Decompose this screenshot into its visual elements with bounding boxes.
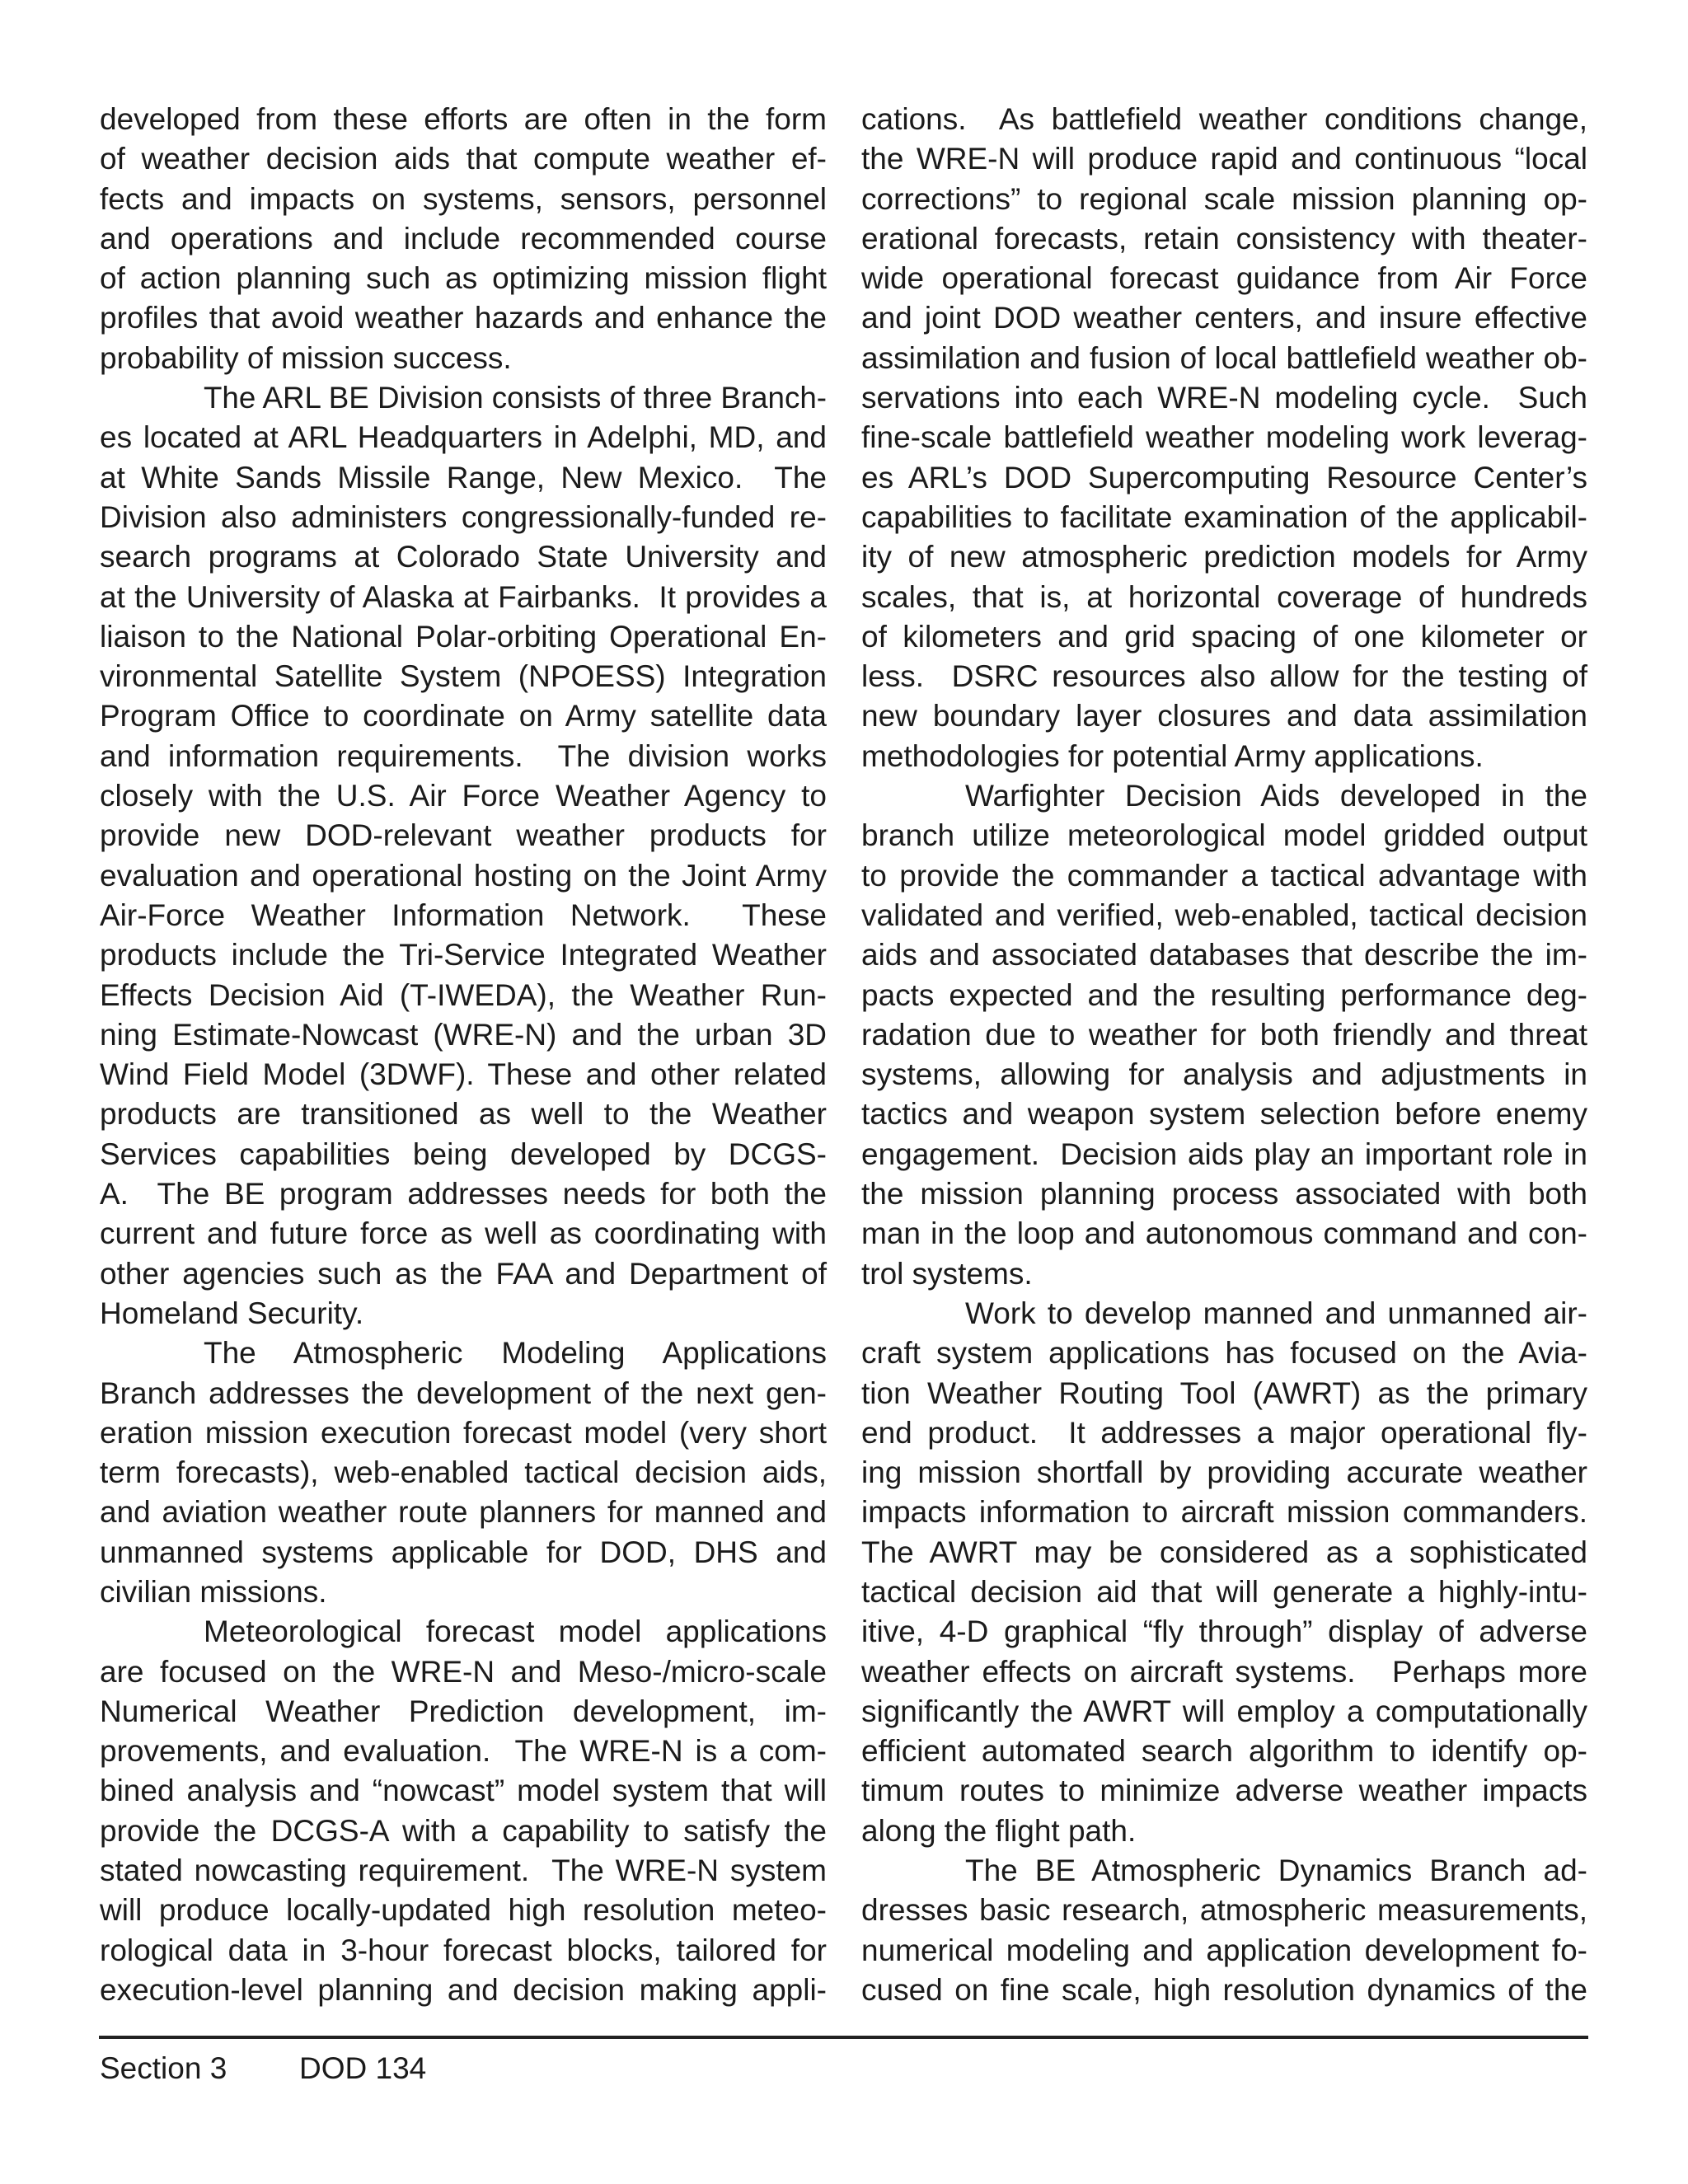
line-text: other agencies such as the FAA and Department of bbox=[100, 1256, 827, 1291]
line-text: methodologies for potential Army applications. bbox=[861, 738, 1484, 773]
text-line bbox=[861, 1174, 1587, 1214]
footer-page-number: DOD 134 bbox=[299, 2051, 427, 2085]
text-line bbox=[100, 1294, 827, 1333]
text-line bbox=[100, 1692, 827, 1732]
text-line bbox=[861, 1692, 1587, 1732]
text-line bbox=[100, 1771, 827, 1811]
paragraph-first-line bbox=[100, 1333, 827, 1373]
text-line bbox=[861, 259, 1587, 298]
line-text: provements, and evaluation. The WRE-N is a com- bbox=[100, 1734, 827, 1769]
line-text: fine-scale battlefield weather modeling work leverag- bbox=[861, 420, 1587, 455]
line-text: Branch addresses the development of the next gen- bbox=[100, 1376, 827, 1410]
text-line bbox=[861, 856, 1587, 896]
line-text: evaluation and operational hosting on the Joint Army bbox=[100, 858, 827, 893]
line-text: assimilation and fusion of local battlefield weather ob- bbox=[861, 340, 1587, 375]
text-line bbox=[861, 1015, 1587, 1055]
text-line bbox=[861, 298, 1587, 338]
line-text: eration mission execution forecast model (very short bbox=[100, 1415, 827, 1450]
line-text: craft system applications has focused on the Avia- bbox=[861, 1336, 1587, 1371]
line-text: along the flight path. bbox=[861, 1813, 1137, 1848]
text-line bbox=[861, 1811, 1587, 1851]
line-text: trol systems. bbox=[861, 1256, 1033, 1291]
line-text: and operations and include recommended course bbox=[100, 221, 827, 255]
line-text: Work to develop manned and unmanned air- bbox=[965, 1296, 1587, 1330]
text-line bbox=[100, 458, 827, 498]
text-line bbox=[861, 1732, 1587, 1771]
line-text: at the University of Alaska at Fairbanks. It provides a bbox=[100, 579, 827, 614]
line-text: products are transitioned as well to the Weather bbox=[100, 1097, 827, 1132]
line-text: the WRE-N will produce rapid and continuous “local bbox=[861, 142, 1587, 176]
text-line bbox=[861, 100, 1587, 139]
line-text: and aviation weather route planners for manned and bbox=[100, 1495, 827, 1530]
line-text: the mission planning process associated with both bbox=[861, 1177, 1587, 1212]
text-line bbox=[861, 139, 1587, 179]
line-text: will produce locally-updated high resolution meteo- bbox=[100, 1893, 827, 1928]
text-line bbox=[100, 1135, 827, 1174]
text-line bbox=[861, 1652, 1587, 1692]
right-text-column bbox=[861, 100, 1587, 2010]
text-line bbox=[861, 737, 1587, 776]
line-text: Services capabilities being developed by DCGS- bbox=[100, 1137, 827, 1171]
line-text: significantly the AWRT will employ a computationally bbox=[861, 1694, 1587, 1728]
line-text: current and future force as well as coordinating with bbox=[100, 1216, 827, 1251]
paragraph-first-line bbox=[100, 1612, 827, 1652]
text-line bbox=[100, 617, 827, 657]
paragraph-first-line bbox=[861, 776, 1587, 816]
line-text: to provide the commander a tactical advantage with bbox=[861, 858, 1587, 893]
text-line bbox=[100, 259, 827, 298]
line-text: The ARL BE Division consists of three Branch- bbox=[204, 381, 827, 415]
text-line bbox=[100, 578, 827, 617]
line-text: The AWRT may be considered as a sophisticated bbox=[861, 1535, 1587, 1569]
text-line bbox=[100, 976, 827, 1015]
text-line bbox=[100, 219, 827, 259]
line-text: Meteorological forecast model applications bbox=[204, 1615, 827, 1649]
line-text: weather effects on aircraft systems. Perhaps more bbox=[861, 1654, 1587, 1689]
line-text: branch utilize meteorological model gridded output bbox=[861, 818, 1587, 853]
line-text: new boundary layer closures and data assimilation bbox=[861, 699, 1587, 733]
line-text: cused on fine scale, high resolution dynamics of the bbox=[861, 1972, 1587, 2007]
text-line bbox=[861, 1891, 1587, 1930]
text-line bbox=[861, 1135, 1587, 1174]
text-line bbox=[100, 896, 827, 935]
text-line bbox=[861, 378, 1587, 418]
line-text: servations into each WRE-N modeling cycle. Such bbox=[861, 381, 1587, 415]
text-line bbox=[861, 537, 1587, 577]
text-line bbox=[100, 298, 827, 338]
text-line bbox=[861, 1413, 1587, 1453]
text-line bbox=[100, 1652, 827, 1692]
text-line bbox=[100, 498, 827, 537]
line-text: provide the DCGS-A with a capability to satisfy the bbox=[100, 1813, 827, 1848]
left-text-column bbox=[100, 100, 827, 2010]
line-text: probability of mission success. bbox=[100, 340, 512, 375]
text-line bbox=[100, 935, 827, 975]
text-line bbox=[861, 1333, 1587, 1373]
text-line bbox=[861, 657, 1587, 696]
text-line bbox=[100, 1055, 827, 1094]
text-line bbox=[861, 1931, 1587, 1971]
text-line bbox=[100, 537, 827, 577]
line-text: of action planning such as optimizing mission flight bbox=[100, 261, 827, 296]
text-line bbox=[100, 1891, 827, 1930]
line-text: erational forecasts, retain consistency with theater- bbox=[861, 221, 1587, 255]
text-line bbox=[100, 1572, 827, 1612]
text-line bbox=[861, 1612, 1587, 1652]
line-text: timum routes to minimize adverse weather impacts bbox=[861, 1774, 1587, 1808]
line-text: ity of new atmospheric prediction models for Army bbox=[861, 540, 1587, 574]
text-line bbox=[861, 696, 1587, 736]
text-line bbox=[100, 1015, 827, 1055]
text-line bbox=[100, 696, 827, 736]
text-line bbox=[861, 617, 1587, 657]
text-line bbox=[861, 1214, 1587, 1254]
line-text: tactics and weapon system selection before enemy bbox=[861, 1097, 1587, 1132]
text-line bbox=[100, 1851, 827, 1891]
text-line bbox=[861, 339, 1587, 378]
text-line bbox=[861, 1094, 1587, 1134]
paragraph-first-line bbox=[861, 1851, 1587, 1891]
line-text: Effects Decision Aid (T-IWEDA), the Weather Run- bbox=[100, 977, 827, 1012]
text-line bbox=[100, 856, 827, 896]
line-text: products include the Tri-Service Integrated Weather bbox=[100, 938, 827, 972]
line-text: ing mission shortfall by providing accurate weather bbox=[861, 1455, 1587, 1490]
line-text: closely with the U.S. Air Force Weather Agency to bbox=[100, 779, 827, 813]
text-line bbox=[100, 139, 827, 179]
text-line bbox=[861, 180, 1587, 219]
line-text: and information requirements. The division works bbox=[100, 738, 827, 773]
text-line bbox=[861, 418, 1587, 457]
text-line bbox=[100, 1971, 827, 2010]
line-text: at White Sands Missile Range, New Mexico. The bbox=[100, 460, 827, 494]
line-text: Numerical Weather Prediction development, im- bbox=[100, 1694, 827, 1728]
line-text: cations. As battlefield weather conditions change, bbox=[861, 102, 1587, 136]
line-text: es located at ARL Headquarters in Adelphi, MD, and bbox=[100, 420, 827, 455]
text-line bbox=[861, 1055, 1587, 1094]
text-line bbox=[861, 1533, 1587, 1572]
text-line bbox=[100, 1732, 827, 1771]
line-text: The Atmospheric Modeling Applications bbox=[204, 1336, 827, 1371]
line-text: man in the loop and autonomous command and con- bbox=[861, 1216, 1587, 1251]
text-line bbox=[100, 1254, 827, 1294]
line-text: civilian missions. bbox=[100, 1574, 327, 1609]
text-line bbox=[861, 458, 1587, 498]
text-line bbox=[100, 1453, 827, 1493]
paragraph-first-line bbox=[100, 378, 827, 418]
line-text: ning Estimate-Nowcast (WRE-N) and the urban 3D bbox=[100, 1017, 827, 1052]
line-text: unmanned systems applicable for DOD, DHS and bbox=[100, 1535, 827, 1569]
text-line bbox=[100, 1493, 827, 1532]
text-line bbox=[861, 1971, 1587, 2010]
line-text: and joint DOD weather centers, and insure effective bbox=[861, 301, 1587, 335]
line-text: provide new DOD-relevant weather products for bbox=[100, 818, 827, 853]
footer-rule bbox=[99, 2036, 1588, 2039]
line-text: tactical decision aid that will generate a highly-intu- bbox=[861, 1574, 1587, 1609]
line-text: numerical modeling and application development fo- bbox=[861, 1933, 1587, 1967]
text-line bbox=[861, 935, 1587, 975]
text-line bbox=[100, 100, 827, 139]
text-line bbox=[861, 1771, 1587, 1811]
text-line bbox=[861, 1374, 1587, 1413]
line-text: of weather decision aids that compute weather ef- bbox=[100, 142, 827, 176]
text-line bbox=[100, 1931, 827, 1971]
text-line bbox=[861, 816, 1587, 855]
line-text: The BE Atmospheric Dynamics Branch ad- bbox=[965, 1854, 1587, 1888]
text-line bbox=[861, 1493, 1587, 1532]
footer-section-label: Section 3 bbox=[100, 2051, 227, 2085]
line-text: developed from these efforts are often in the form bbox=[100, 102, 827, 136]
line-text: end product. It addresses a major operational fly- bbox=[861, 1415, 1587, 1450]
line-text: Warfighter Decision Aids developed in the bbox=[965, 779, 1587, 813]
line-text: are focused on the WRE-N and Meso-/micro-scale bbox=[100, 1654, 827, 1689]
line-text: profiles that avoid weather hazards and enhance the bbox=[100, 301, 827, 335]
line-text: es ARL’s DOD Supercomputing Resource Center’s bbox=[861, 460, 1587, 494]
text-line bbox=[861, 896, 1587, 935]
line-text: Homeland Security. bbox=[100, 1296, 364, 1330]
text-line bbox=[100, 657, 827, 696]
text-line bbox=[861, 219, 1587, 259]
line-text: A. The BE program addresses needs for both the bbox=[100, 1177, 827, 1212]
line-text: stated nowcasting requirement. The WRE-N system bbox=[100, 1854, 827, 1888]
text-line bbox=[100, 1811, 827, 1851]
line-text: impacts information to aircraft mission commanders. bbox=[861, 1495, 1587, 1530]
line-text: search programs at Colorado State University and bbox=[100, 540, 827, 574]
text-line bbox=[100, 737, 827, 776]
line-text: wide operational forecast guidance from Air Force bbox=[861, 261, 1587, 296]
line-text: tion Weather Routing Tool (AWRT) as the primary bbox=[861, 1376, 1587, 1410]
line-text: fects and impacts on systems, sensors, personnel bbox=[100, 181, 827, 216]
text-line bbox=[100, 1094, 827, 1134]
text-line bbox=[100, 418, 827, 457]
line-text: efficient automated search algorithm to identify op- bbox=[861, 1734, 1587, 1769]
text-line bbox=[100, 1174, 827, 1214]
text-line bbox=[861, 1572, 1587, 1612]
text-line bbox=[100, 1413, 827, 1453]
line-text: Program Office to coordinate on Army satellite data bbox=[100, 699, 827, 733]
line-text: of kilometers and grid spacing of one kilometer or bbox=[861, 619, 1587, 654]
text-line bbox=[100, 1214, 827, 1254]
line-text: radation due to weather for both friendly and threat bbox=[861, 1017, 1587, 1052]
text-line bbox=[861, 1453, 1587, 1493]
text-line bbox=[100, 180, 827, 219]
text-line bbox=[100, 1533, 827, 1572]
line-text: scales, that is, at horizontal coverage of hundreds bbox=[861, 579, 1587, 614]
line-text: systems, allowing for analysis and adjustments in bbox=[861, 1057, 1587, 1092]
line-text: engagement. Decision aids play an important role in bbox=[861, 1137, 1587, 1171]
line-text: validated and verified, web-enabled, tactical decision bbox=[861, 898, 1587, 932]
text-line bbox=[100, 776, 827, 816]
text-line bbox=[861, 578, 1587, 617]
text-line bbox=[861, 1254, 1587, 1294]
line-text: bined analysis and “nowcast” model system that will bbox=[100, 1774, 827, 1808]
line-text: execution-level planning and decision making appli- bbox=[100, 1972, 827, 2007]
text-line bbox=[861, 498, 1587, 537]
line-text: itive, 4-D graphical “fly through” display of adverse bbox=[861, 1615, 1587, 1649]
line-text: pacts expected and the resulting performance deg- bbox=[861, 977, 1587, 1012]
paragraph-first-line bbox=[861, 1294, 1587, 1333]
line-text: liaison to the National Polar-orbiting Operational En- bbox=[100, 619, 827, 654]
line-text: rological data in 3-hour forecast blocks, tailored for bbox=[100, 1933, 827, 1967]
line-text: Division also administers congressionally-funded re- bbox=[100, 499, 827, 534]
line-text: dresses basic research, atmospheric measurements, bbox=[861, 1893, 1587, 1928]
line-text: vironmental Satellite System (NPOESS) Integration bbox=[100, 659, 827, 694]
line-text: capabilities to facilitate examination of the applicabil- bbox=[861, 499, 1587, 534]
line-text: Air-Force Weather Information Network. These bbox=[100, 898, 827, 932]
text-line bbox=[861, 976, 1587, 1015]
line-text: Wind Field Model (3DWF). These and other related bbox=[100, 1057, 827, 1092]
text-line bbox=[100, 339, 827, 378]
text-line bbox=[100, 1374, 827, 1413]
line-text: aids and associated databases that describe the im- bbox=[861, 938, 1587, 972]
line-text: term forecasts), web-enabled tactical decision aids, bbox=[100, 1455, 827, 1490]
text-line bbox=[100, 816, 827, 855]
line-text: corrections” to regional scale mission planning op- bbox=[861, 181, 1587, 216]
line-text: less. DSRC resources also allow for the testing of bbox=[861, 659, 1587, 694]
